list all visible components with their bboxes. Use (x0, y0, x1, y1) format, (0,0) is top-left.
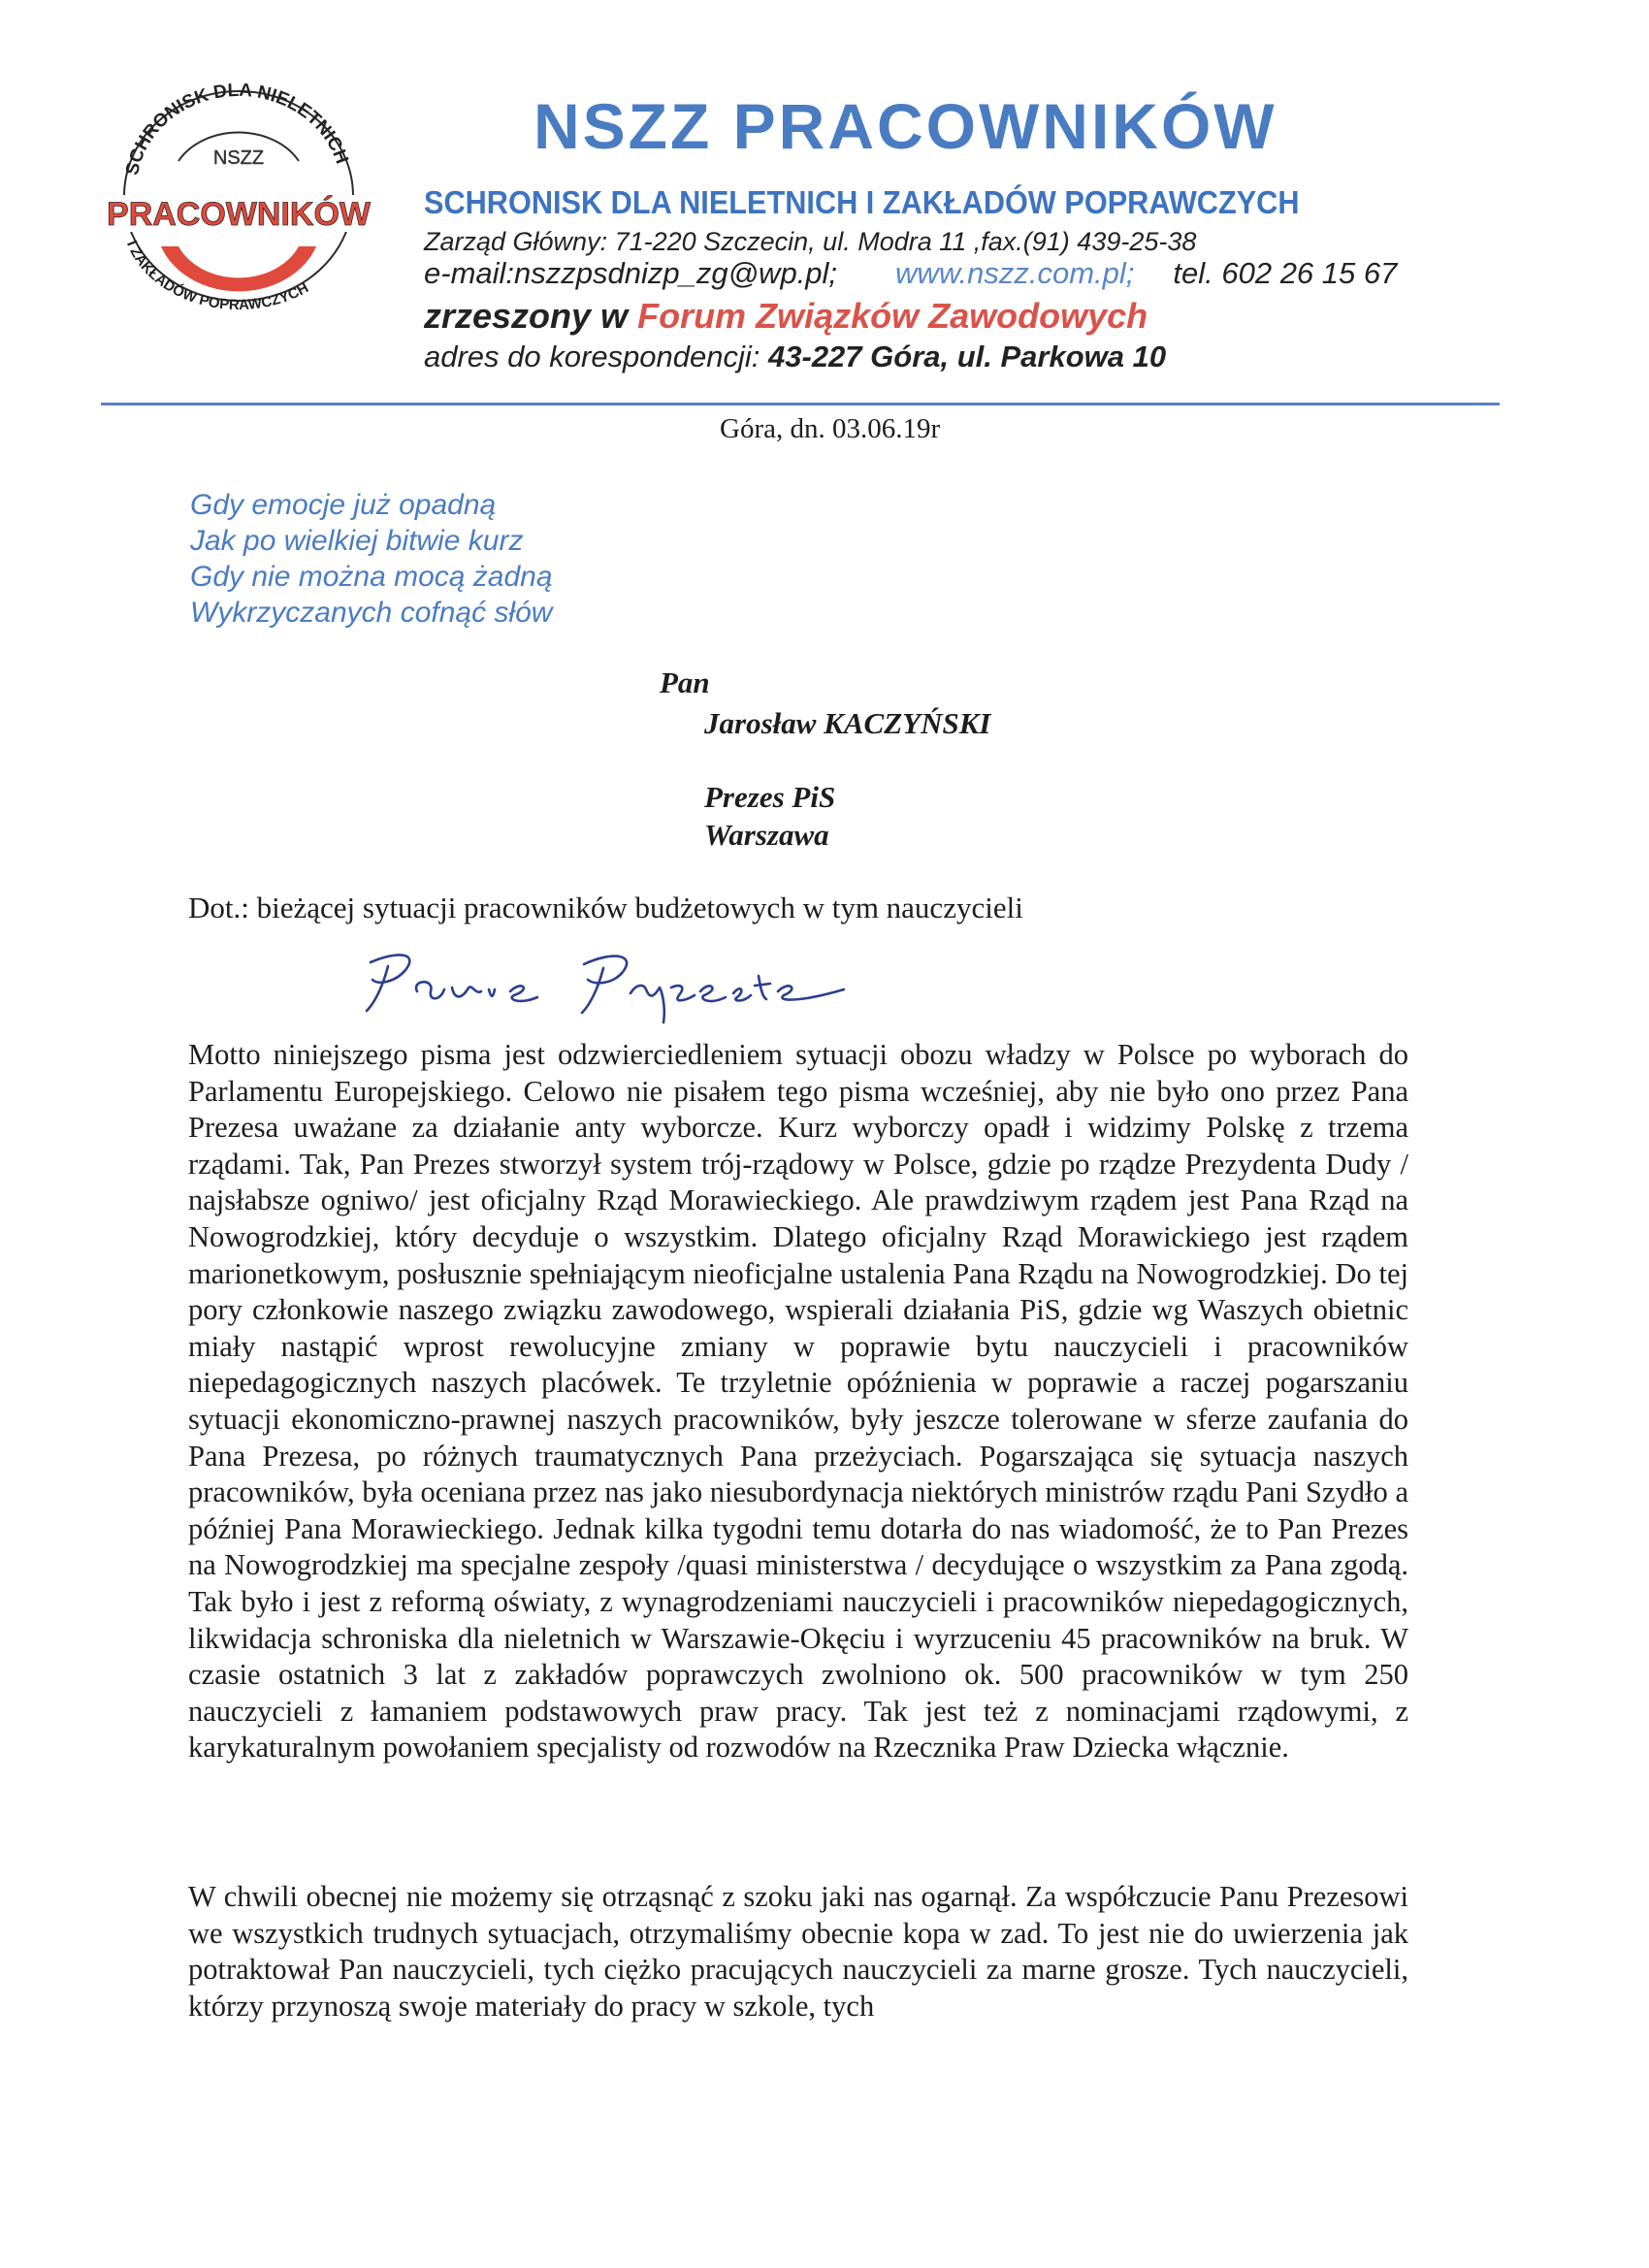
member-prefix: zrzeszony w (424, 296, 629, 336)
correspondence-address (424, 340, 1166, 374)
body-paragraph-2: W chwili obecnej nie możemy się otrząsnąć z szoku jaki nas ogarnął. Za współczucie Panu Prezesowi we wszystkich trudnych sytuacjach, otrzymaliśmy obecnie kopa w zad. To jest nie do uwierzenia jak potraktował Pan nauczycieli, tych ciężko pracujących nauczycieli za marne grosze. Tych nauczycieli, którzy przynoszą swoje materiały do pracy w szkole, tych (188, 1880, 1408, 2023)
header-divider (101, 403, 1500, 405)
logo-band-text: PRACOWNIKÓW (107, 196, 371, 233)
forum-membership (424, 296, 1148, 337)
addressee-city: Warszawa (704, 818, 829, 852)
org-title: NSZZ PRACOWNIKÓW (534, 90, 1277, 162)
body-paragraph-1: Motto niniejszego pisma jest odzwierciedleniem sytuacji obozu władzy w Polsce po wyborach do Parlamentu Europejskiego. Celowo nie pisałem tego pisma wcześniej, aby nie było ono przez Pana Prezesa uważane za działanie anty wyborcze. Kurz wyborczy opadł i widzimy Polskę z trzema rządami. Tak, Pan Prezes stworzył system trój-rządowy w Polsce, gdzie po rządze Prezydenta Dudy / najsłabsze ogniwo/ jest oficjalny Rząd Morawieckiego. Ale prawdziwym rządem jest Pana Rząd na Nowogrodzkiej, który decyduje o wszystkim. Dlatego oficjalny Rząd Morawickiego jest rządem marionetkowym, posłusznie spełniającym nieoficjalne ustalenia Pana Rządu na Nowogrodzkiej. Do tej pory członkowie naszego związku zawodowego, wspierali działania PiS, gdzie wg Waszych obietnic miały nastąpić wprost rewolucyjne zmiany w poprawie bytu nauczycieli i pracowników niepedagogicznych naszych placówek. Te trzyletnie opóźnienia w poprawie a raczej pogarszaniu sytuacji ekonomiczno-prawnej naszych pracowników, były jeszcze tolerowane w sferze zaufania do Pana Prezesa, po różnych traumatycznych Pana przeżyciach. Pogarszająca się sytuacja naszych pracowników, była oceniana przez nas jako niesubordynacja niektórych ministrów rządu Pani Szydło a później Pana Morawieckiego. Jednak kilka tygodni temu dotarła do nas wiadomość, że to Pan Prezes na Nowogrodzkiej ma specjalne zespoły /quasi ministerstwa / decydujące o wszystkim za Pana zgodą. Tak było i jest z reformą oświaty, z wynagrodzeniami nauczycieli i pracowników niepedagogicznych, likwidacja schroniska dla nieletnich w Warszawie-Okęciu i wyrzuceniu 45 pracowników na bruk. W czasie ostatnich 3 lat z zakładów poprawczych zwolniono ok. 500 pracowników w tym 250 nauczycieli z łamaniem podstawowych praw pracy. Tak jest też z nominacjami rządowymi, z karykaturalnym powołaniem specjalisty od rozwodów na Rzecznika Praw Dziecka włącznie. (188, 1038, 1408, 1765)
addressee-name: Jarosław KACZYŃSKI (704, 706, 991, 740)
motto-line: Gdy emocje już opadną (190, 489, 497, 521)
motto-line: Gdy nie można mocą żadną (190, 561, 553, 593)
addressee-salutation: Pan (660, 665, 710, 699)
phone-number: tel. 602 26 15 67 (1173, 256, 1398, 290)
correspondence-label: adres do korespondencji: (424, 340, 760, 373)
logo-red-arc (161, 246, 316, 291)
org-subtitle: SCHRONISK DLA NIELETNICH I ZAKŁADÓW POPRAWCZYCH (424, 184, 1300, 220)
forum-name: Forum Związków Zawodowych (637, 296, 1148, 336)
logo-arc-bottom-text: I ZAKŁADÓW POPRAWCZYCH (123, 238, 311, 314)
letter-date: Góra, dn. 03.06.19r (720, 413, 941, 444)
logo-center-text: NSZZ (212, 147, 265, 169)
handwritten-salutation (359, 941, 863, 1028)
website-link[interactable]: www.nszz.com.pl; (895, 256, 1135, 290)
union-logo (83, 72, 394, 314)
contact-line (424, 256, 1397, 291)
letter-subject: Dot.: bieżącej sytuacji pracowników budżetowych w tym nauczycieli (188, 891, 1023, 924)
motto-line: Wykrzyczanych cofnąć słów (190, 597, 553, 629)
email-address[interactable]: e-mail:nszzpsdnizp_zg@wp.pl; (424, 256, 838, 290)
org-address: Zarząd Główny: 71-220 Szczecin, ul. Modra 11 ,fax.(91) 439-25-38 (424, 227, 1197, 256)
addressee-position: Prezes PiS (704, 780, 836, 814)
motto-verse (190, 487, 553, 631)
correspondence-value: 43-227 Góra, ul. Parkowa 10 (768, 340, 1167, 373)
logo-arc-top-text: SCHRONISK DLA NIELETNICH (122, 80, 352, 178)
motto-line: Jak po wielkiej bitwie kurz (190, 525, 524, 557)
